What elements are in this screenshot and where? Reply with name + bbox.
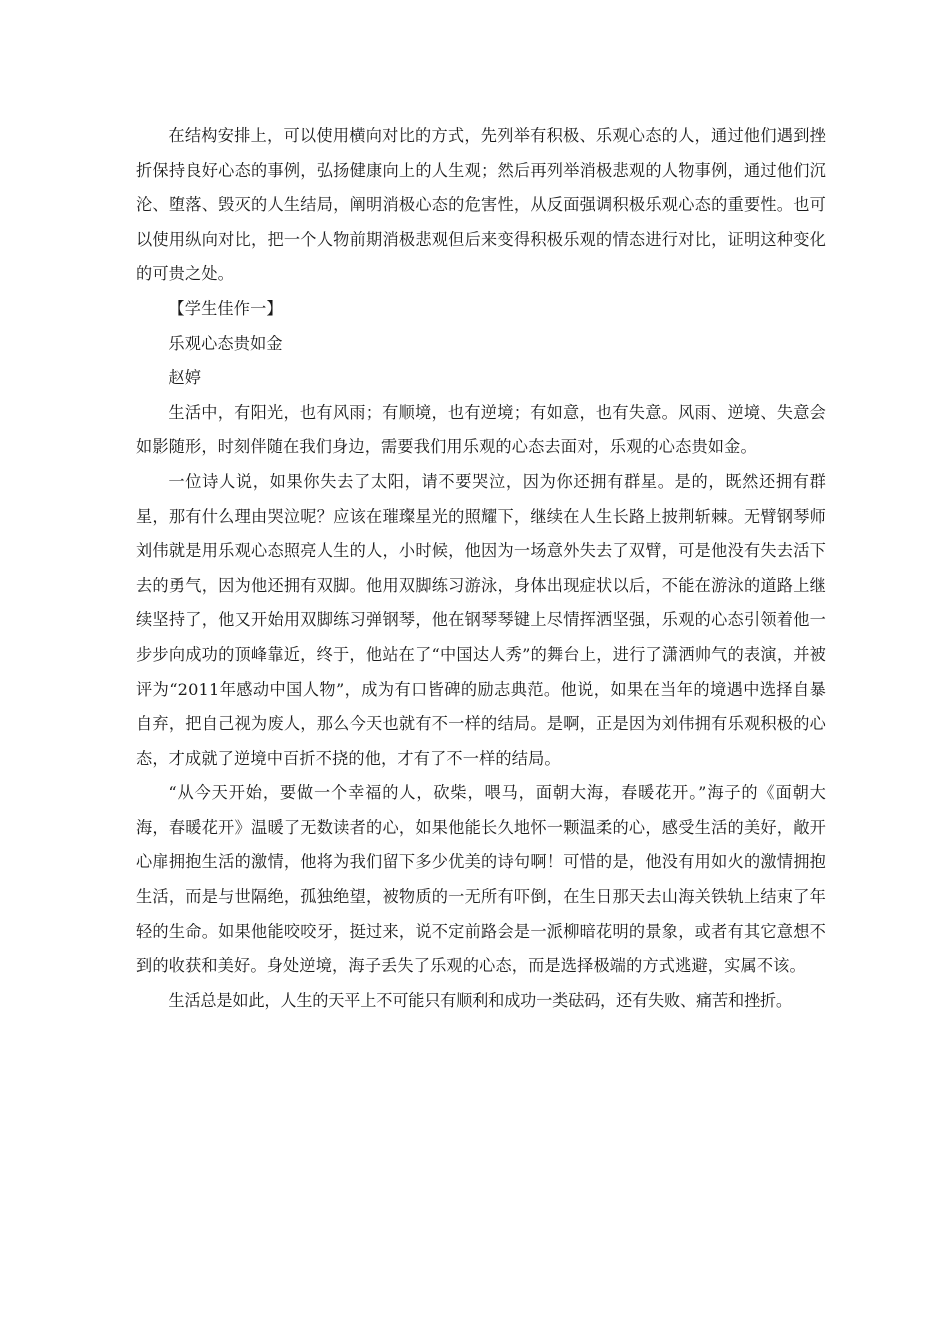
section-heading-student-work: 【学生佳作一】 — [168, 298, 283, 318]
document-body — [136, 119, 826, 1018]
essay-paragraph-liuwei: 一位诗人说，如果你失去了太阳，请不要哭泣，因为你还拥有群星。是的，既然还拥有群星，那有什么理由哭泣呢？应该在璀璨星光的照耀下，继续在人生长路上披荆斩棘。无臂钢琴师刘伟就是用乐观心态照亮人生的人，小时候，他因为一场意外失去了双臂，可是他没有失去活下去的勇气，因为他还拥有双脚。他用双脚练习游泳，身体出现症状以后，不能在游泳的道路上继续坚持了，他又开始用双脚练习弹钢琴，他在钢琴琴键上尽情挥洒坚强，乐观的心态引领着他一步步向成功的顶峰靠近，终于，他站在了“中国达人秀”的舞台上，进行了潇洒帅气的表演，并被评为“2011年感动中国人物”，成为有口皆碑的励志典范。他说，如果在当年的境遇中选择自暴自弃，把自己视为废人，那么今天也就有不一样的结局。是啊，正是因为刘伟拥有乐观积极的心态，才成就了逆境中百折不挠的他，才有了不一样的结局。 — [136, 471, 826, 768]
essay-paragraph-haizi: “从今天开始，要做一个幸福的人，砍柴，喂马，面朝大海，春暖花开。”海子的《面朝大海，春暖花开》温暖了无数读者的心，如果他能长久地怀一颗温柔的心，感受生活的美好，敞开心扉拥抱生活的激情，他将为我们留下多少优美的诗句啊！可惜的是，他没有用如火的激情拥抱生活，而是与世隔绝，孤独绝望，被物质的一无所有吓倒，在生日那天去山海关铁轨上结束了年轻的生命。如果他能咬咬牙，挺过来，说不定前路会是一派柳暗花明的景象，或者有其它意想不到的收获和美好。身处逆境，海子丢失了乐观的心态，而是选择极端的方式逃避，实属不该。 — [136, 783, 826, 976]
essay-author: 赵婷 — [168, 368, 202, 388]
essay-title: 乐观心态贵如金 — [168, 333, 283, 353]
paragraph-structure-advice: 在结构安排上，可以使用横向对比的方式，先列举有积极、乐观心态的人，通过他们遇到挫折保持良好心态的事例，弘扬健康向上的人生观；然后再列举消极悲观的人物事例，通过他们沉沦、堕落、毁灭的人生结局，阐明消极心态的危害性，从反面强调积极乐观心态的重要性。也可以使用纵向对比，把一个人物前期消极悲观但后来变得积极乐观的情态进行对比，证明这种变化的可贵之处。 — [136, 126, 826, 284]
essay-paragraph-life: 生活总是如此，人生的天平上不可能只有顺利和成功一类砝码，还有失败、痛苦和挫折。 — [168, 990, 792, 1010]
essay-paragraph-intro: 生活中，有阳光，也有风雨；有顺境，也有逆境；有如意，也有失意。风雨、逆境、失意会如影随形，时刻伴随在我们身边，需要我们用乐观的心态去面对，乐观的心态贵如金。 — [136, 402, 826, 457]
